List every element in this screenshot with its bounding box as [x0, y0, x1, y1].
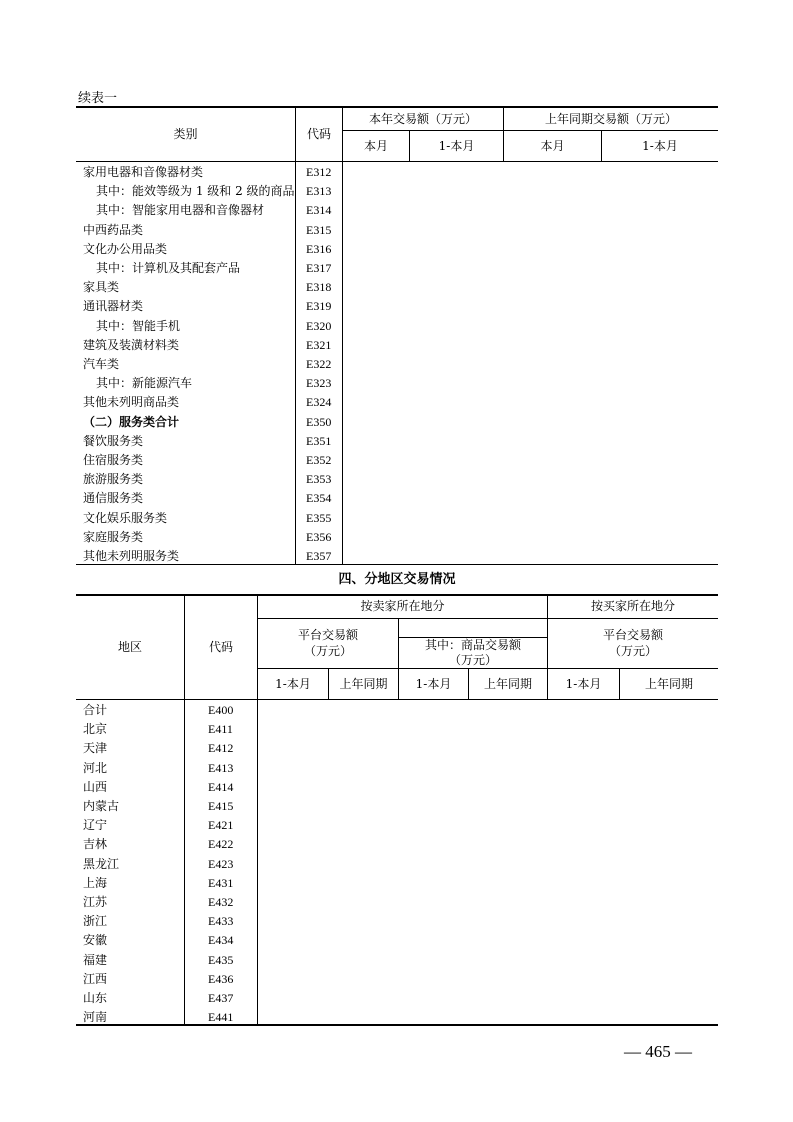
- table-row-code: E357: [306, 549, 332, 563]
- region-row-label: 山东: [83, 991, 108, 1005]
- table-row-label: 其他未列明商品类: [83, 395, 180, 409]
- table-row-label: （二）服务类合计: [83, 415, 180, 429]
- continued-label: 续表一: [78, 91, 118, 106]
- header-region-code: 代码: [208, 640, 233, 654]
- header-ytd: 1-本月: [438, 139, 475, 153]
- table-2-header-rule: [76, 699, 718, 700]
- table-row-code: E317: [306, 261, 332, 275]
- header-region: 地区: [117, 640, 142, 654]
- header-ytd: 1-本月: [565, 677, 602, 691]
- region-row-code: E411: [208, 722, 233, 736]
- table-row-label: 住宿服务类: [83, 453, 144, 467]
- table-row-label: 其中：能效等级为 1 级和 2 级的商品: [96, 184, 295, 198]
- header-goods-unit: （万元）: [448, 653, 497, 667]
- header-seller-location: 按卖家所在地分: [360, 599, 445, 613]
- header-buyer-platform: 平台交易额: [602, 628, 663, 642]
- region-row-label: 黑龙江: [83, 857, 120, 871]
- table-row-code: E353: [306, 472, 332, 486]
- region-row-code: E435: [208, 953, 234, 967]
- region-row-label: 福建: [83, 953, 108, 967]
- header-current-year: 本年交易额（万元）: [368, 112, 477, 126]
- region-row-label: 安徽: [83, 933, 108, 947]
- region-row-code: E436: [208, 972, 234, 986]
- region-row-code: E432: [208, 895, 234, 909]
- header-prior-year: 上年同期交易额（万元）: [544, 112, 677, 126]
- header-month: 本月: [363, 139, 388, 153]
- header-buyer-platform-unit: （万元）: [608, 644, 657, 658]
- table-row-label: 餐饮服务类: [83, 434, 144, 448]
- region-row-code: E423: [208, 857, 234, 871]
- header-code: 代码: [306, 127, 331, 141]
- header-seller-platform: 平台交易额: [297, 628, 358, 642]
- table-row-code: E313: [306, 184, 332, 198]
- region-row-code: E437: [208, 991, 234, 1005]
- table-row-code: E320: [306, 319, 332, 333]
- region-row-label: 江苏: [83, 895, 108, 909]
- table-row-code: E323: [306, 376, 332, 390]
- region-row-code: E400: [208, 703, 234, 717]
- header-prior: 上年同期: [644, 677, 693, 691]
- table-row-code: E324: [306, 395, 332, 409]
- table-row-label: 其他未列明服务类: [83, 549, 180, 563]
- header-ytd: 1-本月: [275, 677, 311, 691]
- table-row-label: 建筑及装潢材料类: [83, 338, 180, 352]
- table-row-label: 其中：新能源汽车: [96, 376, 193, 390]
- header-buyer-location: 按买家所在地分: [590, 599, 675, 613]
- region-row-label: 上海: [83, 876, 108, 890]
- region-row-code: E434: [208, 933, 234, 947]
- table-row-code: E321: [306, 338, 332, 352]
- region-row-code: E414: [208, 780, 234, 794]
- region-row-code: E441: [208, 1010, 234, 1024]
- table-2-col-rule: [257, 595, 258, 1024]
- region-row-label: 合计: [83, 703, 108, 717]
- region-row-label: 河北: [83, 761, 108, 775]
- table-2-subheader-rule: [257, 668, 718, 669]
- table-1-top-rule: [76, 106, 718, 108]
- table-row-code: E318: [306, 280, 332, 294]
- table-row-label: 家庭服务类: [83, 530, 144, 544]
- table-1-bottom-rule: [76, 564, 718, 565]
- region-row-label: 北京: [83, 722, 108, 736]
- table-1-header-rule: [76, 161, 718, 162]
- table-2-bottom-rule: [76, 1024, 718, 1026]
- table-1-col-rule: [342, 107, 343, 564]
- table-row-label: 汽车类: [83, 357, 120, 371]
- region-row-label: 内蒙古: [83, 799, 120, 813]
- table-row-code: E350: [306, 415, 332, 429]
- table-row-code: E351: [306, 434, 332, 448]
- region-row-code: E431: [208, 876, 234, 890]
- table-row-label: 文化办公用品类: [83, 242, 168, 256]
- table-1-col-rule: [295, 107, 296, 564]
- table-row-code: E352: [306, 453, 332, 467]
- table-row-code: E322: [306, 357, 332, 371]
- table-row-label: 文化娱乐服务类: [83, 511, 168, 525]
- table-row-code: E356: [306, 530, 332, 544]
- table-row-label: 其中：计算机及其配套产品: [96, 261, 241, 275]
- region-row-label: 山西: [83, 780, 108, 794]
- region-row-label: 江西: [83, 972, 108, 986]
- region-row-code: E433: [208, 914, 234, 928]
- table-2-top-rule: [76, 594, 718, 596]
- table-row-label: 家具类: [83, 280, 120, 294]
- table-row-code: E319: [306, 299, 332, 313]
- region-row-code: E415: [208, 799, 234, 813]
- header-prior-month: 本月: [540, 139, 565, 153]
- table-row-label: 中西药品类: [83, 223, 144, 237]
- header-prior-ytd: 1-本月: [642, 139, 678, 153]
- table-2-group-rule: [257, 618, 718, 619]
- header-seller-platform-unit: （万元）: [303, 644, 352, 658]
- region-row-code: E422: [208, 837, 234, 851]
- region-row-label: 辽宁: [83, 818, 108, 832]
- page-number: — 465 —: [624, 1042, 692, 1061]
- header-prior: 上年同期: [483, 677, 532, 691]
- table-row-label: 其中：智能手机: [96, 319, 181, 333]
- region-row-label: 浙江: [83, 914, 108, 928]
- table-row-code: E312: [306, 165, 332, 179]
- table-2-col-rule: [184, 595, 185, 1024]
- region-row-label: 天津: [83, 741, 108, 755]
- table-row-code: E314: [306, 203, 332, 217]
- region-row-code: E413: [208, 761, 234, 775]
- region-row-code: E421: [208, 818, 234, 832]
- region-row-code: E412: [208, 741, 234, 755]
- table-row-label: 家用电器和音像器材类: [83, 165, 204, 179]
- section-4-title: 四、分地区交易情况: [338, 572, 456, 587]
- table-row-label: 旅游服务类: [83, 472, 144, 486]
- header-goods: 其中：商品交易额: [424, 638, 521, 652]
- table-1-group-rule: [342, 130, 718, 131]
- table-row-label: 其中：智能家用电器和音像器材: [96, 203, 265, 217]
- table-row-code: E355: [306, 511, 332, 525]
- header-category: 类别: [173, 127, 198, 141]
- header-prior: 上年同期: [339, 677, 388, 691]
- region-row-label: 河南: [83, 1010, 108, 1024]
- table-row-label: 通信服务类: [83, 491, 144, 505]
- header-ytd: 1-本月: [415, 677, 452, 691]
- table-row-label: 通讯器材类: [83, 299, 144, 313]
- region-row-label: 吉林: [83, 837, 108, 851]
- table-row-code: E316: [306, 242, 332, 256]
- table-row-code: E354: [306, 491, 332, 505]
- table-row-code: E315: [306, 223, 332, 237]
